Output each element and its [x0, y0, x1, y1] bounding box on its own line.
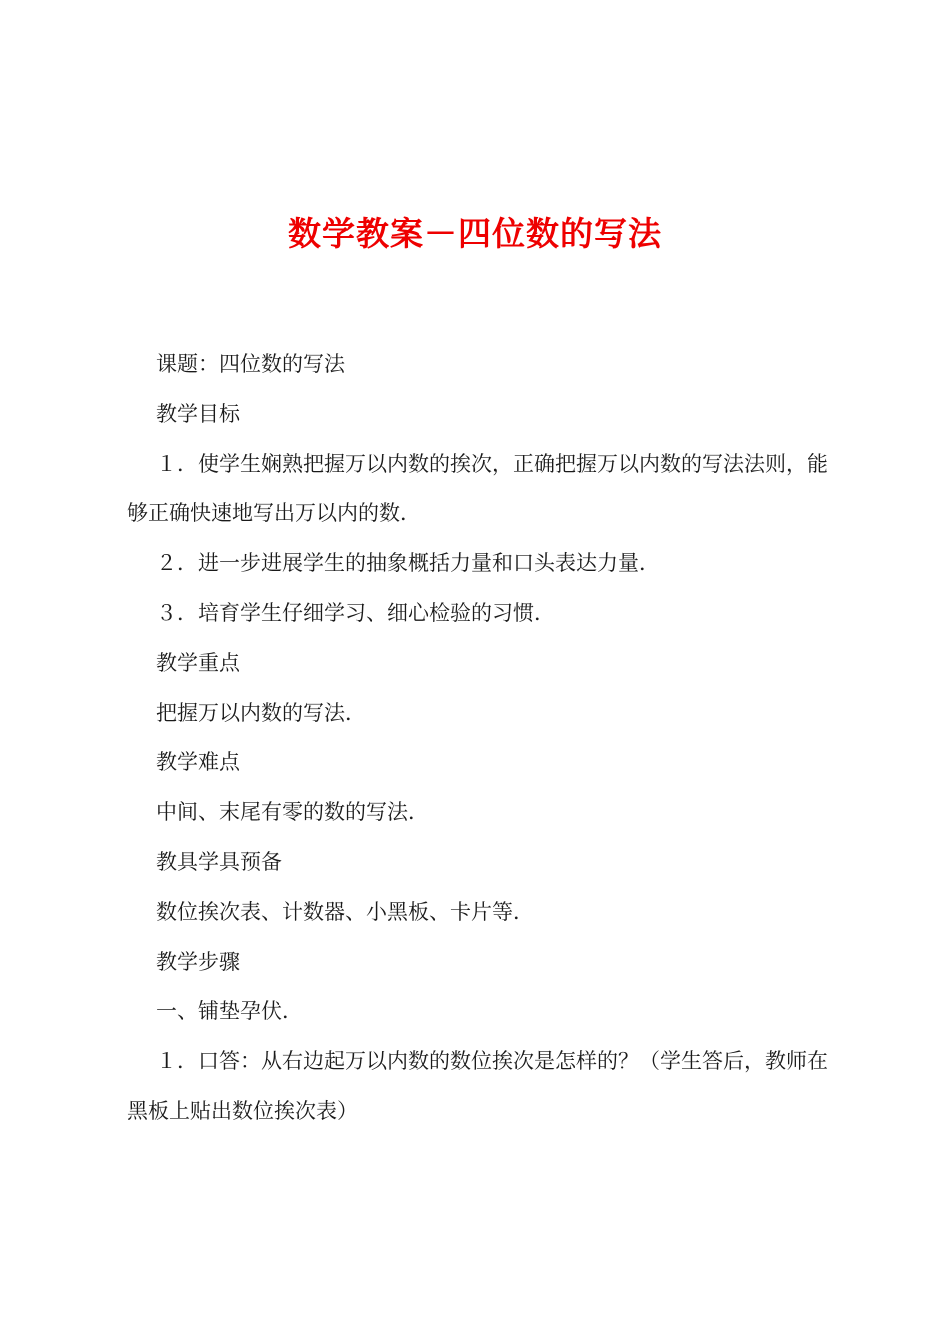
objective-item-3: ３．培育学生仔细学习、细心检验的习惯．: [156, 600, 555, 625]
objective-item-1: １．使学生娴熟把握万以内数的挨次，正确把握万以内数的写法法则，能够正确快速地写出万以内的数．: [127, 451, 828, 526]
document-body: [127, 340, 833, 1137]
materials-text: 数位挨次表、计数器、小黑板、卡片等．: [156, 899, 534, 924]
section-heading-objectives: 教学目标: [156, 401, 240, 426]
section-heading-key-points: 教学重点: [156, 650, 240, 675]
key-points-text: 把握万以内数的写法．: [156, 700, 366, 725]
difficulties-text: 中间、末尾有零的数的写法．: [156, 800, 429, 825]
document-title: 数学教案－四位数的写法: [288, 214, 662, 253]
section-heading-steps: 教学步骤: [156, 949, 240, 974]
section-heading-difficulties: 教学难点: [156, 750, 240, 775]
objective-item-2: ２．进一步进展学生的抽象概括力量和口头表达力量．: [156, 551, 660, 576]
step-item-1: １．口答：从右边起万以内数的数位挨次是怎样的？（学生答后，教师在黑板上贴出数位挨次表）: [127, 1049, 828, 1123]
lesson-topic: 课题：四位数的写法: [156, 352, 345, 376]
step-heading-1: 一、铺垫孕伏．: [156, 999, 303, 1024]
section-heading-materials: 教具学具预备: [156, 849, 282, 874]
